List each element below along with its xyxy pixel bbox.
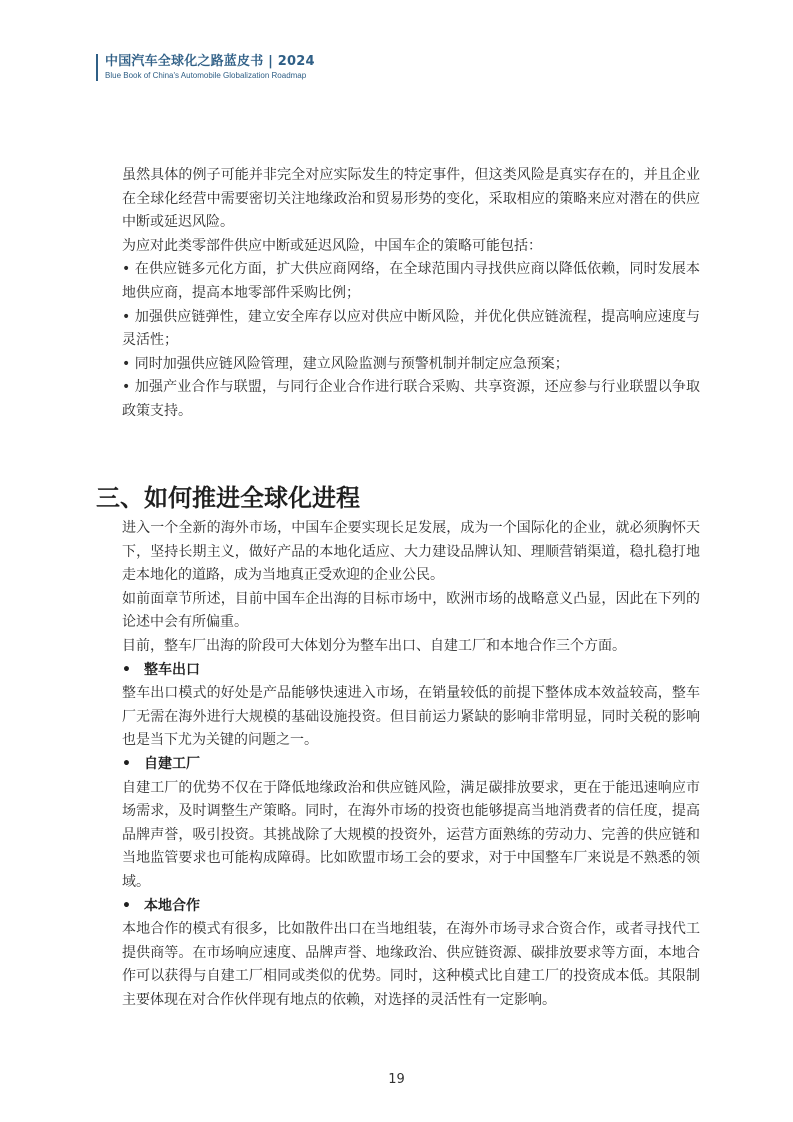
subheading-own-factory	[122, 753, 700, 777]
paragraph: 为应对此类零部件供应中断或延迟风险，中国车企的策略可能包括：	[122, 237, 542, 254]
subheading-vehicle-export	[122, 659, 700, 683]
subheading-text: 本地合作	[144, 897, 200, 914]
bullet-paragraph: • 在供应链多元化方面，扩大供应商网络，在全球范围内寻找供应商以降低依赖，同时发展本地供应商，提高本地零部件采购比例；	[122, 261, 700, 301]
bullet-paragraph: • 加强产业合作与联盟，与同行企业合作进行联合采购、共享资源，还应参与行业联盟以争取政策支持。	[122, 379, 700, 419]
section-heading: 三、如何推进全球化进程	[96, 484, 360, 512]
paragraph: 目前，整车厂出海的阶段可大体划分为整车出口、自建工厂和本地合作三个方面。	[122, 637, 626, 654]
subheading-text: 自建工厂	[144, 755, 200, 772]
paragraph: 进入一个全新的海外市场，中国车企要实现长足发展，成为一个国际化的企业，就必须胸怀天下，坚持长期主义，做好产品的本地化适应、大力建设品牌认知、理顺营销渠道，稳扎稳打地走本地化的道路，成为当地真正受欢迎的企业公民。	[122, 520, 700, 584]
section-body	[122, 517, 700, 1012]
paragraph: 整车出口模式的好处是产品能够快速进入市场，在销量较低的前提下整体成本效益较高，整车厂无需在海外进行大规模的基础设施投资。但目前运力紧缺的影响非常明显，同时关税的影响也是当下尤为关键的问题之一。	[122, 685, 700, 749]
header-title: 中国汽车全球化之路蓝皮书 | 2024	[105, 54, 315, 69]
subheading-text: 整车出口	[144, 661, 200, 678]
subheading-local-cooperation	[122, 895, 700, 919]
bullet-paragraph: • 加强供应链弹性，建立安全库存以应对供应中断风险，并优化供应链流程，提高响应速度与灵活性；	[122, 308, 700, 349]
bullet-dot: •	[122, 755, 131, 772]
paragraph: 虽然具体的例子可能并非完全对应实际发生的特定事件，但这类风险是真实存在的，并且企业在全球化经营中需要密切关注地缘政治和贸易形势的变化，采取相应的策略来应对潜在的供应中断或延迟风险。	[122, 167, 700, 231]
running-header	[96, 54, 315, 81]
intro-section	[122, 164, 700, 424]
paragraph: 自建工厂的优势不仅在于降低地缘政治和供应链风险，满足碳排放要求，更在于能迅速响应市场需求，及时调整生产策略。同时，在海外市场的投资也能够提高当地消费者的信任度，提高品牌声誉，吸引投资。其挑战除了大规模的投资外，运营方面熟练的劳动力、完善的供应链和当地监管要求也可能构成障碍。比如欧盟市场工会的要求，对于中国整车厂来说是不熟悉的领域。	[122, 779, 700, 890]
paragraph: 本地合作的模式有很多，比如散件出口在当地组装，在海外市场寻求合资合作，或者寻找代工提供商等。在市场响应速度、品牌声誉、地缘政治、供应链资源、碳排放要求等方面，本地合作可以获得与自建工厂相同或类似的优势。同时，这种模式比自建工厂的投资成本低。其限制主要体现在对合作伙伴现有地点的依赖，对选择的灵活性有一定影响。	[122, 921, 700, 1008]
header-subtitle: Blue Book of China's Automobile Globalization Roadmap	[105, 71, 307, 80]
page-number: 19	[388, 1072, 405, 1087]
bullet-dot: •	[122, 661, 131, 678]
bullet-dot: •	[122, 897, 131, 914]
paragraph: 如前面章节所述，目前中国车企出海的目标市场中，欧洲市场的战略意义凸显，因此在下列的论述中会有所偏重。	[122, 590, 700, 631]
bullet-paragraph: • 同时加强供应链风险管理，建立风险监测与预警机制并制定应急预案；	[122, 355, 569, 372]
